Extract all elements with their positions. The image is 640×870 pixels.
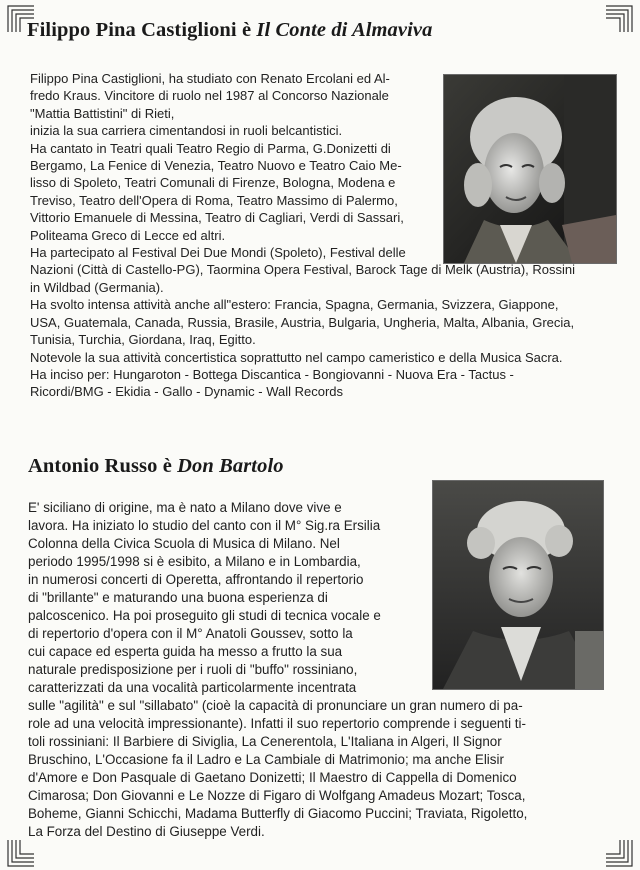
text-line: "Mattia Battistini" di Rieti, bbox=[30, 105, 175, 121]
text-line: periodo 1995/1998 si è esibito, a Milano e in Lombardia, bbox=[28, 554, 361, 569]
text-line: Vittorio Emanuele di Messina, Teatro di Cagliari, Verdi di Sassari, bbox=[30, 210, 404, 226]
text-line: in Wildbad (Germania). bbox=[30, 279, 164, 295]
corner-ornament-top-right bbox=[604, 4, 634, 34]
text-line: d'Amore e Don Pasquale di Gaetano Donizetti; Il Maestro di Cappella di Domenico bbox=[28, 770, 517, 785]
singer-name: Antonio Russo è bbox=[28, 455, 172, 477]
text-line: Boheme, Gianni Schicchi, Madama Butterfly di Giacomo Puccini; Traviata, Rigoletto, bbox=[28, 806, 528, 821]
text-line: Ha cantato in Teatri quali Teatro Regio di Parma, G.Donizetti di bbox=[30, 140, 391, 156]
text-line: inizia la sua carriera cimentandosi in ruoli belcantistici. bbox=[30, 123, 343, 139]
role-name: Don Bartolo bbox=[177, 455, 284, 477]
text-line: Filippo Pina Castiglioni, ha studiato con Renato Ercolani ed Al- bbox=[30, 71, 390, 86]
text-line: di repertorio d'opera con il M° Anatoli Goussev, sotto la bbox=[28, 626, 353, 641]
text-line: E' siciliano di origine, ma è nato a Milano dove vive e bbox=[28, 500, 342, 515]
section-heading-castiglioni bbox=[27, 19, 432, 42]
biography-russo bbox=[28, 499, 606, 841]
text-line: Ha svolto intensa attività anche all"estero: Francia, Spagna, Germania, Svizzera, Giappone, bbox=[30, 297, 559, 313]
text-line: naturale predisposizione per i ruoli di "buffo" rossiniano, bbox=[28, 662, 358, 677]
text-line: sulle "agilità" e sul "sillabato" (cioè la capacità di pronunciare un gran numero di pa- bbox=[28, 698, 523, 713]
text-line: cui capace ed esperta guida ha messo a frutto la sua bbox=[28, 644, 343, 659]
text-line: di "brillante" e maturando una buona esperienza di bbox=[28, 590, 328, 605]
text-line: Ha partecipato al Festival Dei Due Mondi (Spoleto), Festival delle bbox=[30, 245, 406, 261]
text-line: caratterizzati da una vocalità particolarmente incentrata bbox=[28, 680, 357, 695]
text-line: in numerosi concerti di Operetta, affrontando il repertorio bbox=[28, 572, 364, 587]
text-line: lavora. Ha iniziato lo studio del canto con il M° Sig.ra Ersilia bbox=[28, 518, 381, 533]
text-line: Politeama Greco di Lecce ed altri. bbox=[30, 227, 226, 243]
role-name: Il Conte di Almaviva bbox=[256, 19, 433, 41]
corner-ornament-bottom-left bbox=[6, 838, 36, 868]
text-line: Bergamo, La Fenice di Venezia, Teatro Nuovo e Teatro Caio Me- bbox=[30, 158, 402, 174]
text-line: Colonna della Civica Scuola di Musica di Milano. Nel bbox=[28, 536, 340, 551]
text-line: lisso di Spoleto, Teatri Comunali di Firenze, Bologna, Modena e bbox=[30, 175, 396, 191]
text-line: Bruschino, L'Occasione fa il Ladro e La Cambiale di Matrimonio; ma anche Elisir bbox=[28, 752, 504, 767]
text-line: Ha inciso per: Hungaroton - Bottega Discantica - Bongiovanni - Nuova Era - Tactus - bbox=[30, 366, 514, 382]
corner-ornament-bottom-right bbox=[604, 838, 634, 868]
text-line: Ricordi/BMG - Ekidia - Gallo - Dynamic - Wall Records bbox=[30, 384, 344, 400]
text-line: Cimarosa; Don Giovanni e Le Nozze di Figaro di Wolfgang Amadeus Mozart; Tosca, bbox=[28, 788, 526, 803]
text-line: Nazioni (Città di Castello-PG), Taormina Opera Festival, Barock Tage di Melk (Austria), Rossini bbox=[30, 262, 575, 278]
text-line: La Forza del Destino di Giuseppe Verdi. bbox=[28, 824, 265, 839]
text-line: role ad una velocità impressionante). Infatti il suo repertorio comprende i seguenti ti- bbox=[28, 716, 526, 731]
text-line: Tunisia, Turchia, Giordana, Iraq, Egitto. bbox=[30, 332, 256, 348]
text-line: toli rossiniani: Il Barbiere di Siviglia, La Cenerentola, L'Italiana in Algeri, Il Signor bbox=[28, 734, 502, 749]
text-line: palcoscenico. Ha poi proseguito gli studi di tecnica vocale e bbox=[28, 608, 381, 623]
text-line: Treviso, Teatro dell'Opera di Roma, Teatro Massimo di Palermo, bbox=[30, 192, 398, 208]
section-heading-russo bbox=[28, 455, 284, 478]
biography-castiglioni bbox=[30, 70, 600, 401]
text-line: USA, Guatemala, Canada, Russia, Brasile, Austria, Bulgaria, Ungheria, Malta, Albania, Grecia, bbox=[30, 314, 575, 330]
text-line: Notevole la sua attività concertistica soprattutto nel campo cameristico e della Musica Sacra. bbox=[30, 349, 563, 365]
text-line: fredo Kraus. Vincitore di ruolo nel 1987 al Concorso Nazionale bbox=[30, 88, 389, 104]
singer-name: Filippo Pina Castiglioni è bbox=[27, 19, 252, 41]
